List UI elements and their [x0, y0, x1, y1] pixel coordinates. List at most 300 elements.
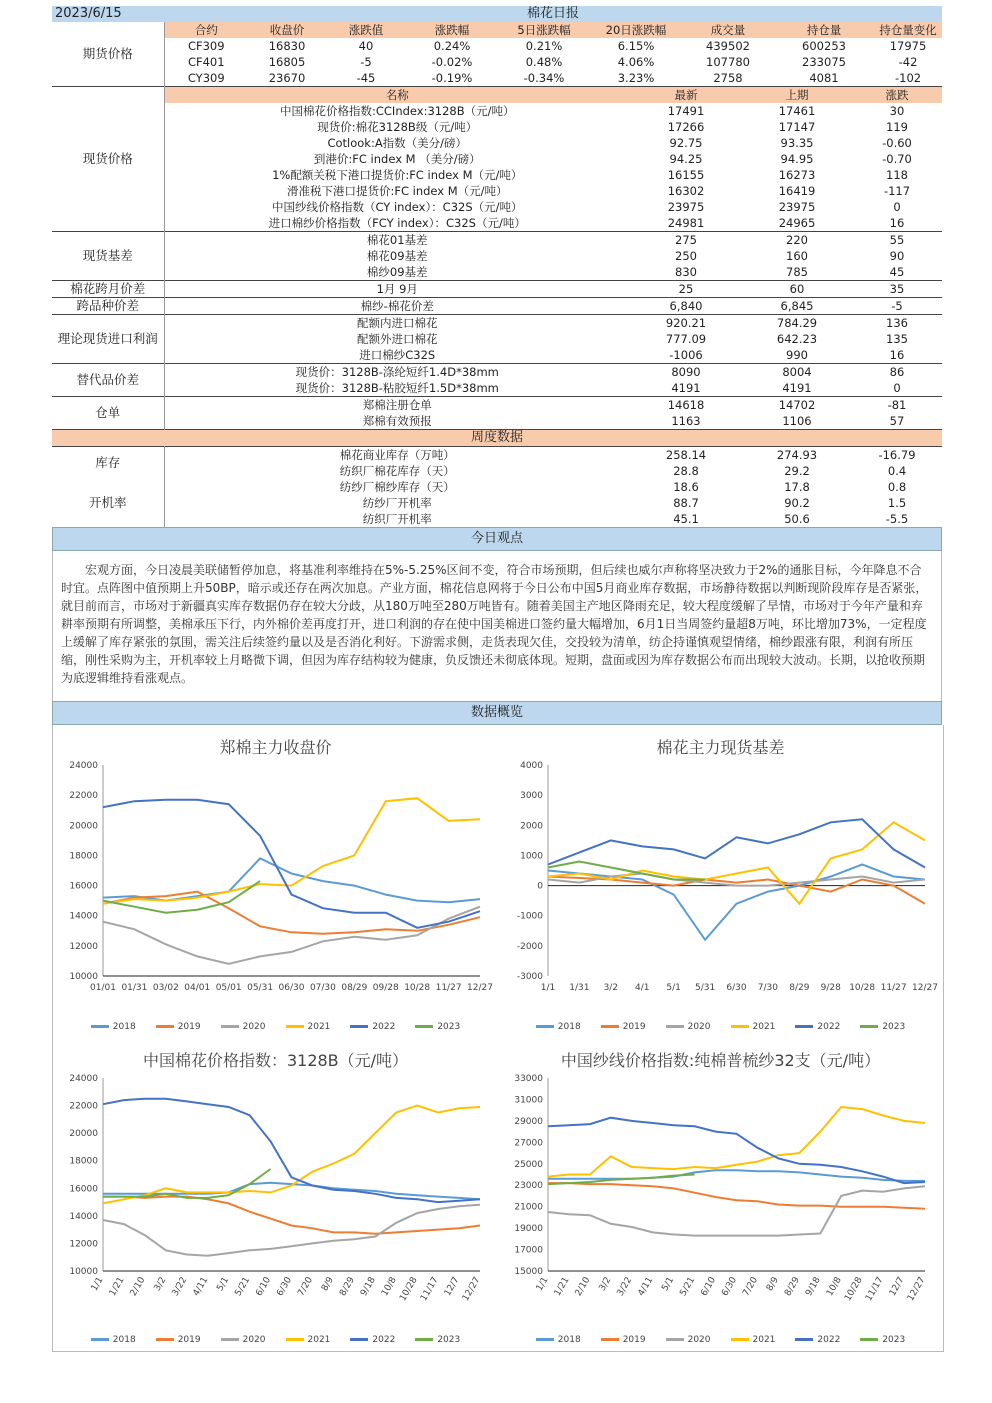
series-line-2019 [103, 1197, 480, 1234]
cell: 16 [889, 348, 905, 362]
legend-item [91, 1022, 136, 1032]
x-tick-label: 2/10 [128, 1275, 148, 1299]
x-tick-label: 7/20 [296, 1275, 316, 1299]
legend-item [415, 1022, 460, 1032]
legend-item [91, 1335, 136, 1345]
cell: 棉纱09基差 [366, 265, 428, 279]
x-tick-label: 1/31 [569, 983, 590, 993]
x-tick-label: 5/1 [666, 983, 681, 993]
weekly-title: 周度数据 [52, 430, 942, 447]
overview-header: 数据概览 [52, 701, 942, 725]
legend-item [536, 1335, 581, 1345]
x-tick-label: 3/22 [615, 1275, 635, 1299]
table-row [52, 103, 942, 119]
cell: 进口棉纱价格指数（FCY index）：C32S（元/吨） [268, 216, 526, 230]
cell: 4191 [671, 381, 701, 395]
chart-svg [53, 725, 498, 1038]
y-tick-label: 20000 [69, 1129, 98, 1140]
cell: 17461 [778, 104, 816, 118]
legend-label: 2023 [882, 1022, 906, 1032]
y-tick-label: 18000 [69, 1156, 98, 1167]
y-tick-label: 29000 [514, 1116, 543, 1127]
legend-item [415, 1335, 460, 1345]
table-row [52, 364, 942, 381]
report-page [52, 6, 942, 1352]
legend-label: 2022 [372, 1335, 396, 1345]
cell: 830 [675, 265, 697, 279]
x-tick-label: 1/1 [534, 1275, 551, 1294]
y-tick-label: 25000 [514, 1159, 543, 1170]
cell: 纺纱厂开机率 [362, 496, 432, 510]
chart-legend [53, 1335, 498, 1345]
chart-basis [498, 725, 943, 1038]
cell: 24981 [667, 216, 705, 230]
x-tick-label: 4/1 [635, 983, 650, 993]
series-line-2022 [548, 1118, 925, 1183]
legend-item [156, 1022, 201, 1032]
col-header: 收盘价 [248, 22, 326, 38]
section-label: 替代品价差 [52, 364, 164, 397]
legend-label: 2020 [687, 1335, 711, 1345]
y-tick-label: 20000 [69, 821, 98, 832]
legend-label: 2018 [112, 1022, 136, 1032]
section-label: 开机率 [52, 479, 164, 527]
cell: 16805 [268, 55, 306, 69]
x-tick-label: 01/01 [90, 983, 116, 993]
series-line-2020 [103, 907, 480, 964]
x-tick-label: 10/8 [825, 1275, 844, 1299]
series-line-2021 [103, 1106, 480, 1204]
cell: 滑准税下港口提货价:FC index M（元/吨） [286, 184, 508, 198]
chart-legend [53, 1022, 498, 1032]
section-label: 库存 [52, 447, 164, 480]
x-tick-label: 10/8 [380, 1275, 399, 1299]
cell: -117 [883, 184, 911, 198]
legend-label: 2020 [687, 1022, 711, 1032]
legend-swatch [156, 1025, 174, 1028]
cell: 0.8 [887, 480, 907, 494]
opinion-header: 今日观点 [52, 527, 942, 551]
section-label: 跨品种价差 [52, 298, 164, 315]
table-row [52, 183, 942, 199]
y-tick-label: 31000 [514, 1095, 543, 1106]
legend-item [601, 1022, 646, 1032]
legend-item [731, 1022, 776, 1032]
cell: 1106 [782, 414, 812, 428]
legend-item [860, 1335, 905, 1345]
cell: 16419 [778, 184, 816, 198]
legend-label: 2019 [622, 1335, 646, 1345]
legend-item [286, 1335, 331, 1345]
legend-swatch [860, 1025, 878, 1028]
cell: 25 [678, 282, 694, 296]
x-tick-label: 3/22 [170, 1275, 190, 1299]
cell: 0.21% [525, 39, 563, 53]
cell: 8090 [671, 365, 701, 379]
cell: 棉花商业库存（万吨） [339, 448, 455, 462]
cell: 到港价:FC index M （美分/磅） [313, 152, 481, 166]
x-tick-label: 06/30 [278, 983, 305, 993]
cell: 274.93 [776, 448, 818, 462]
x-tick-label: 10/28 [398, 1275, 420, 1303]
chart-cotton-index [53, 1038, 498, 1351]
legend-label: 2022 [817, 1335, 841, 1345]
cell: 17.8 [784, 480, 810, 494]
x-tick-label: 8/29 [338, 1275, 357, 1299]
x-tick-label: 08/29 [341, 983, 368, 993]
legend-label: 2022 [817, 1022, 841, 1032]
cell: 90.2 [784, 496, 810, 510]
x-tick-label: 8/29 [783, 1275, 802, 1299]
series-line-2019 [548, 877, 925, 904]
x-tick-label: 9/18 [359, 1275, 378, 1299]
legend-swatch [91, 1338, 109, 1341]
cell: 1%配额关税下港口提货价:FC index M（元/吨） [272, 168, 523, 182]
cell: 785 [786, 265, 808, 279]
series-line-2018 [548, 865, 925, 940]
legend-label: 2018 [557, 1022, 581, 1032]
col-header: 涨跌 [852, 87, 942, 104]
table-row [52, 511, 942, 527]
y-tick-label: 27000 [514, 1138, 543, 1149]
legend-swatch [221, 1025, 239, 1028]
cell: 0.4 [887, 464, 907, 478]
legend-item [666, 1335, 711, 1345]
cell: 郑棉注册仓单 [362, 398, 432, 412]
opinion-text: 宏观方面，今日凌晨美联储暂停加息，将基准利率维持在5%-5.25%区间不变，符合市场预期，但后续也威尔声称将坚决致力于2%的通胀目标，今年降息不合时宜。点阵图中值预期上升50BP，暗示或还存在两次加息。产业方面，棉花信息网将于今日公布中国5月商业库存数据，市场静待数据以判断现阶段库存是否紧张，就目前而言，市场对于新疆真实库存数据仍存在较大分歧，从180万吨至280万吨皆有。随着美国主产地区降雨充足，较大程度缓解了旱情，市场对于今年产量和弃耕率预期有所调整，美棉承压下行，内外棉价差再度打开，进口利润的存在使中国美棉进口签约量大幅增加，6月1日当周签约量超8万吨，环比增加73%，一定程度上缓解了库存紧张的氛围，需关注后续签约量以及是否消化利好。下游需求侧，走货表现欠佳，交投较为清单，纺企持谨慎观望情绪，棉纱跟涨有限，利润有所压缩，刚性采购为主，开机率较上月略微下调，但因为库存结构较为健康，负反馈还未彻底体现。短期，盘面或因为库存数据公布而出现较大波动。长期，以抢收预期为底逻辑维持看涨观点。 [52, 551, 942, 701]
cell: 棉花09基差 [366, 249, 428, 263]
cell: 6,840 [669, 299, 703, 313]
cell: 275 [675, 233, 697, 247]
table-row [52, 331, 942, 347]
cell: 16273 [778, 168, 816, 182]
table-row [52, 248, 942, 264]
cell: 118 [886, 168, 908, 182]
legend-label: 2019 [177, 1335, 201, 1345]
cell: 23670 [268, 71, 306, 85]
x-tick-label: 4/11 [636, 1275, 656, 1299]
table-row [52, 199, 942, 215]
legend-swatch [666, 1025, 684, 1028]
x-tick-label: 9/28 [820, 983, 841, 993]
cell: 16 [889, 216, 905, 230]
x-tick-label: 1/1 [540, 983, 556, 993]
x-tick-label: 12/7 [442, 1275, 462, 1299]
cell: 92.75 [669, 136, 703, 150]
cell: 94.95 [780, 152, 814, 166]
y-tick-label: 12000 [69, 1239, 98, 1250]
legend-item [350, 1335, 395, 1345]
cell: -1006 [669, 348, 703, 362]
x-tick-label: 09/28 [372, 983, 399, 993]
section-label: 棉花跨月价差 [52, 281, 164, 298]
cell: 16302 [667, 184, 705, 198]
table-row [52, 38, 942, 54]
cell: 18.6 [673, 480, 699, 494]
x-tick-label: 4/11 [191, 1275, 211, 1299]
cell: 现货价：3128B-粘胶短纤1.5D*38mm [295, 381, 499, 395]
legend-label: 2021 [307, 1335, 331, 1345]
cell: 0 [893, 381, 901, 395]
legend-label: 2023 [882, 1335, 906, 1345]
cell: 16830 [268, 39, 306, 53]
y-tick-label: 2000 [520, 821, 543, 832]
cell: 642.23 [776, 332, 818, 346]
cell: 160 [786, 249, 808, 263]
x-tick-label: 9/18 [804, 1275, 823, 1299]
x-tick-label: 03/02 [152, 983, 179, 993]
x-tick-label: 8/9 [765, 1275, 781, 1294]
legend-swatch [91, 1025, 109, 1028]
cell: -42 [898, 55, 918, 69]
legend-swatch [536, 1338, 554, 1341]
cell: 35 [889, 282, 905, 296]
legend-swatch [286, 1025, 304, 1028]
y-tick-label: 22000 [69, 791, 98, 802]
legend-swatch [221, 1338, 239, 1341]
y-tick-label: 12000 [69, 941, 98, 952]
cell: -102 [894, 71, 922, 85]
y-tick-label: 0 [537, 881, 543, 892]
cell: Cotlook:A指数（美分/磅） [327, 136, 468, 150]
col-header: 成交量 [682, 22, 774, 38]
cell: 16155 [667, 168, 705, 182]
legend-swatch [350, 1025, 368, 1028]
x-tick-label: 7/20 [741, 1275, 761, 1299]
cell: 107780 [706, 55, 750, 69]
x-tick-label: 04/01 [184, 983, 211, 993]
table-row [52, 315, 942, 332]
cell: 920.21 [665, 316, 707, 330]
weekly-header-row [52, 430, 942, 447]
chart-title: 郑棉主力收盘价 [219, 738, 332, 757]
y-tick-label: 24000 [69, 1074, 98, 1084]
cell: 50.6 [784, 512, 810, 526]
cell: 0.48% [525, 55, 563, 69]
table-row [52, 281, 942, 298]
legend-swatch [601, 1338, 619, 1341]
section-label: 理论现货进口利润 [52, 315, 164, 364]
cell: 30 [889, 104, 905, 118]
cell: 90 [889, 249, 905, 263]
y-tick-label: -1000 [516, 911, 543, 922]
y-tick-label: 22000 [69, 1101, 98, 1112]
cell: 45.1 [673, 512, 699, 526]
legend-item [795, 1022, 840, 1032]
cell: 86 [889, 365, 905, 379]
col-header: 最新 [630, 87, 742, 104]
cell: -5.5 [885, 512, 909, 526]
cell: 棉纱-棉花价差 [360, 299, 434, 313]
cell: 0.24% [433, 39, 471, 53]
y-tick-label: 1000 [520, 851, 543, 862]
series-line-2019 [548, 1183, 925, 1209]
legend-swatch [415, 1025, 433, 1028]
cell: 4.06% [617, 55, 655, 69]
cell: 现货价:棉花3128B级（元/吨） [317, 120, 478, 134]
cell: -5 [891, 299, 903, 313]
cell: -0.02% [431, 55, 473, 69]
x-tick-label: 10/28 [404, 983, 431, 993]
y-tick-label: 14000 [69, 1211, 98, 1222]
legend-swatch [415, 1338, 433, 1341]
x-tick-label: 05/31 [247, 983, 274, 993]
cell: 250 [675, 249, 697, 263]
y-tick-label: -2000 [516, 941, 543, 952]
cell: 纺织厂棉花库存（天） [339, 464, 455, 478]
cell: 600253 [802, 39, 846, 53]
charts-area [52, 725, 944, 1352]
table-row [52, 413, 942, 430]
x-tick-label: 1/1 [89, 1275, 106, 1294]
table-row [52, 54, 942, 70]
cell: 136 [886, 316, 908, 330]
cell: 3.23% [617, 71, 655, 85]
cell: -16.79 [878, 448, 916, 462]
table-row [52, 135, 942, 151]
cell: 28.8 [673, 464, 699, 478]
cell: 郑棉有效预报 [362, 414, 432, 428]
x-tick-label: 10/28 [843, 1275, 865, 1303]
x-tick-label: 3/2 [152, 1275, 169, 1294]
x-tick-label: 1/21 [552, 1275, 572, 1299]
table-row [52, 298, 942, 315]
x-tick-label: 6/30 [726, 983, 747, 993]
cell: 17266 [667, 120, 705, 134]
cell: 439502 [706, 39, 750, 53]
x-tick-label: 1/21 [107, 1275, 127, 1299]
y-tick-label: 17000 [514, 1245, 543, 1256]
table-row [52, 264, 942, 281]
cell: 45 [889, 265, 905, 279]
legend-label: 2018 [557, 1335, 581, 1345]
futures-table [52, 6, 942, 86]
x-tick-label: 5/21 [678, 1275, 698, 1299]
cell: 0 [893, 200, 901, 214]
legend-swatch [731, 1025, 749, 1028]
y-tick-label: -3000 [516, 972, 543, 982]
legend-label: 2020 [242, 1022, 266, 1032]
cell: 配额外进口棉花 [357, 332, 438, 346]
col-header: 持仓量 [774, 22, 874, 38]
x-tick-label: 3/2 [603, 983, 619, 993]
legend-item [156, 1335, 201, 1345]
cell: 纺纱厂棉纱库存（天） [339, 480, 455, 494]
table-row [52, 215, 942, 232]
legend-label: 2020 [242, 1335, 266, 1345]
x-tick-label: 5/21 [233, 1275, 253, 1299]
cell: 29.2 [784, 464, 810, 478]
cell: 990 [786, 348, 808, 362]
legend-label: 2019 [177, 1022, 201, 1032]
table-row [52, 347, 942, 364]
x-tick-label: 11/27 [435, 983, 462, 993]
table-row [52, 151, 942, 167]
legend-label: 2021 [307, 1022, 331, 1032]
legend-item [536, 1022, 581, 1032]
legend-label: 2018 [112, 1335, 136, 1345]
table-row [52, 380, 942, 397]
section-label: 现货价格 [52, 87, 164, 232]
y-tick-label: 23000 [514, 1181, 543, 1192]
cell: 119 [886, 120, 908, 134]
legend-label: 2023 [437, 1335, 461, 1345]
cell: 784.29 [776, 316, 818, 330]
cell: -5 [360, 55, 372, 69]
x-tick-label: 3/2 [597, 1275, 614, 1294]
legend-swatch [536, 1025, 554, 1028]
spot-header-row [52, 87, 942, 104]
cell: 17147 [778, 120, 816, 134]
x-tick-label: 11/17 [419, 1275, 441, 1303]
cell: CF309 [187, 39, 225, 53]
section-label: 现货基差 [52, 232, 164, 281]
cell: 777.09 [665, 332, 707, 346]
col-header: 20日涨跌幅 [590, 22, 682, 38]
chart-title: 棉花主力现货基差 [656, 738, 785, 757]
x-tick-label: 12/27 [912, 983, 938, 993]
chart-legend [498, 1022, 943, 1032]
legend-label: 2022 [372, 1022, 396, 1032]
cell: 135 [886, 332, 908, 346]
chart-svg [498, 725, 943, 1038]
spot-table [52, 86, 942, 527]
cell: -81 [887, 398, 907, 412]
x-tick-label: 07/30 [309, 983, 336, 993]
table-row [52, 479, 942, 495]
series-line-2021 [548, 822, 925, 903]
x-tick-label: 6/10 [699, 1275, 719, 1299]
cell: 94.25 [669, 152, 703, 166]
cell: 220 [786, 233, 808, 247]
chart-title: 中国棉花价格指数：3128B（元/吨） [142, 1051, 409, 1070]
cell: 57 [889, 414, 905, 428]
y-tick-label: 10000 [69, 972, 98, 982]
x-tick-label: 12/7 [887, 1275, 907, 1299]
cell: 进口棉纱C32S [359, 348, 436, 362]
cell: 4191 [782, 381, 812, 395]
series-line-2022 [103, 800, 480, 928]
legend-item [286, 1022, 331, 1032]
cell: -0.19% [431, 71, 473, 85]
futures-label: 期货价格 [52, 22, 164, 86]
x-tick-label: 12/27 [460, 1275, 483, 1303]
legend-swatch [860, 1338, 878, 1341]
cell: CF401 [187, 55, 225, 69]
cell: 14702 [778, 398, 816, 412]
y-tick-label: 16000 [69, 881, 98, 892]
col-header: 合约 [164, 22, 248, 38]
x-tick-label: 2/10 [573, 1275, 593, 1299]
legend-item [601, 1335, 646, 1345]
table-row [52, 167, 942, 183]
cell: 8004 [782, 365, 812, 379]
y-tick-label: 3000 [520, 791, 543, 802]
series-line-2020 [548, 1186, 925, 1235]
x-tick-label: 8/29 [789, 983, 810, 993]
cell: 23975 [778, 200, 816, 214]
cell: 4081 [809, 71, 839, 85]
cell: 配额内进口棉花 [357, 316, 438, 330]
x-tick-label: 10/28 [849, 983, 876, 993]
y-tick-label: 21000 [514, 1202, 543, 1213]
x-tick-label: 7/30 [757, 983, 779, 993]
cell: -0.70 [882, 152, 912, 166]
legend-swatch [156, 1338, 174, 1341]
chart-zhengmian-close [53, 725, 498, 1038]
cell: 1163 [671, 414, 701, 428]
x-tick-label: 05/01 [215, 983, 242, 993]
